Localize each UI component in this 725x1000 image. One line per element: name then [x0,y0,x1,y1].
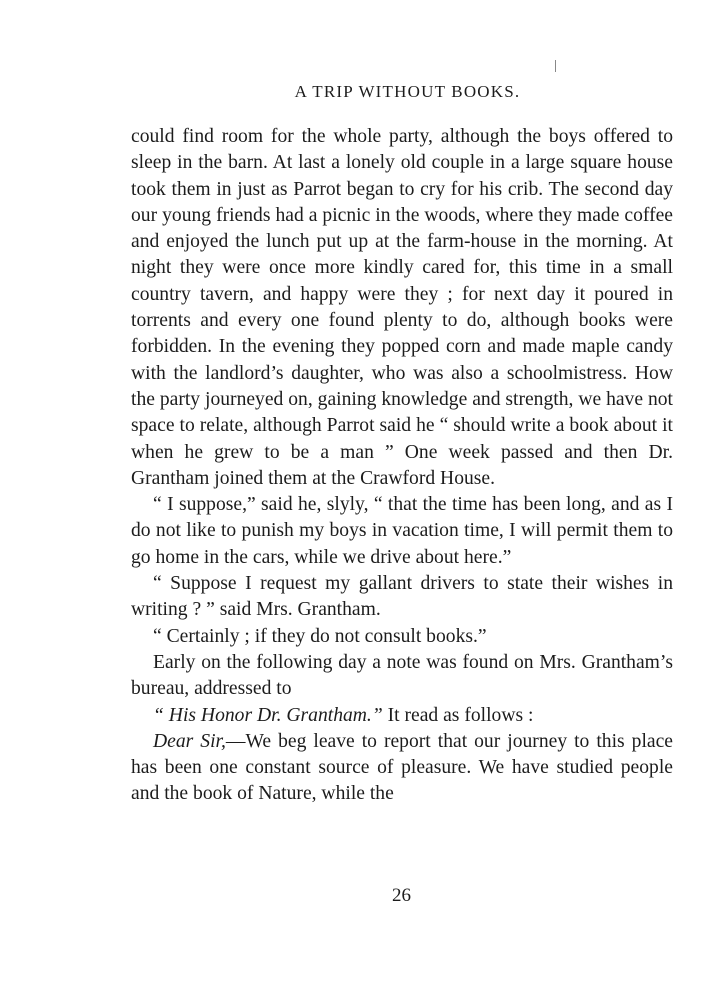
edge-mark [555,60,556,72]
address-line: “ His Honor Dr. Grantham.” [153,704,383,726]
paragraph-note-found: Early on the following day a note was found on Mrs. Grantham’s bureau, addressed to [131,651,673,700]
address-followup: It read as follows : [382,704,534,726]
running-head: A TRIP WITHOUT BOOKS. [294,82,521,101]
body-text [131,124,673,808]
paragraph-letter-start [131,729,673,808]
paragraph-doctor-remark: “ I suppose,” said he, slyly, “ that the time has been long, and as I do not like to punish my boys in vacation time, I will permit them to go home in the cars, while we drive about here.” [131,494,673,568]
paragraph-certainly: “ Certainly ; if they do not consult books.” [153,625,487,647]
letter-text: —We beg leave to report that our journey to this place has been one constant source of pleasure. We have studied people and the book of Nature, while the [131,730,674,805]
salutation: Dear Sir, [153,730,226,752]
paragraph-address [131,703,673,729]
paragraph-mrs-grantham: “ Suppose I request my gallant drivers to state their wishes in writing ? ” said Mrs. Grantham. [131,573,673,621]
paragraph-continued: could find room for the whole party, although the boys offered to sleep in the barn. At last a lonely old couple in a large square house took them in just as Parrot began to cry for his crib. The second day our young friends had a picnic in the woods, where they made coffee and enjoyed the lunch put up at the farm-house in the morning. At night they were once more kindly cared for, this time in a small country tavern, and happy were they ; for next day it poured in torrents and every one found plenty to do, although books were forbidden. In the evening they popped corn and made maple candy with the landlord’s daughter, who was also a schoolmistress. How the party journeyed on, gaining knowledge and strength, we have not space to relate, although Parrot said he “ should write a book about it when he grew to be a man ” One week passed and then Dr. Grantham joined them at the Crawford House. [131,126,673,489]
page-number: 26 [392,885,411,906]
